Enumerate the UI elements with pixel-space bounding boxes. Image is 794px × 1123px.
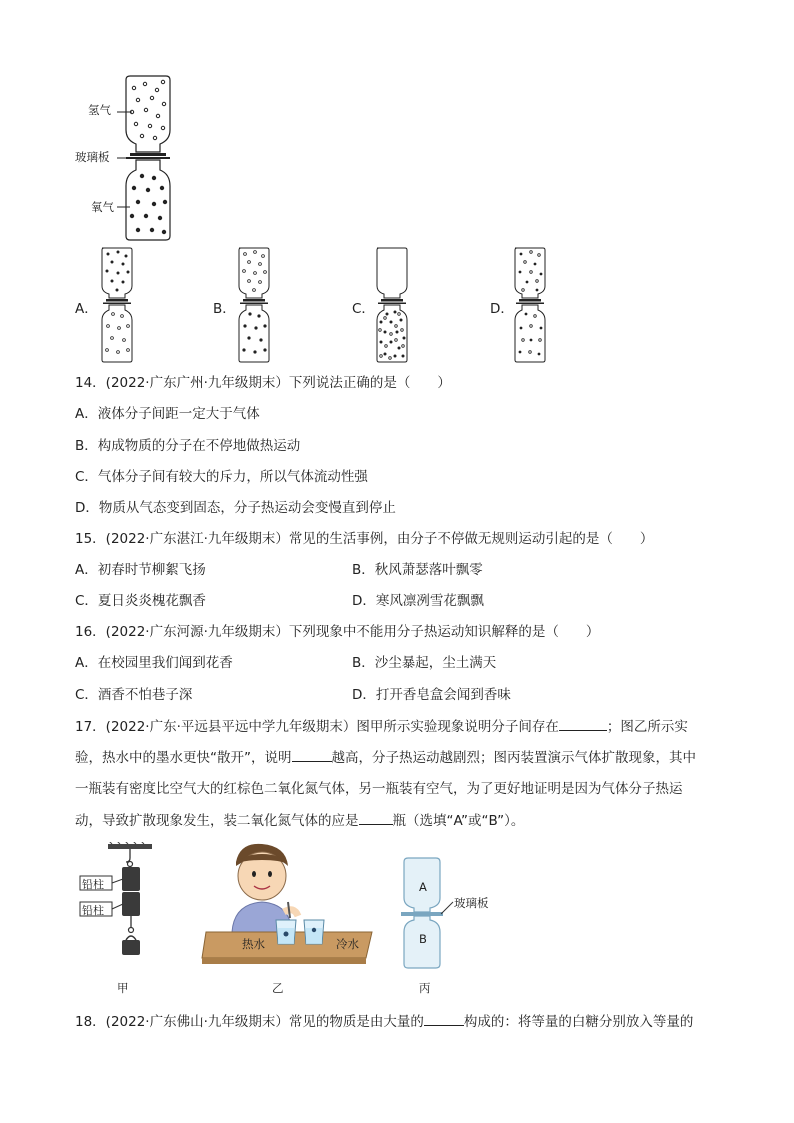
glass-plate-label-bing: 玻璃板 — [454, 896, 489, 910]
option-a-bottles — [98, 246, 138, 364]
option-c-bottles — [373, 246, 413, 364]
lead-cylinder-label-bottom: 铅柱 — [82, 904, 104, 917]
q17-text-2a: 验，热水中的墨水更快“散开”，说明 — [75, 750, 292, 766]
q17-blank-2[interactable] — [292, 747, 332, 762]
lead-cylinder-label-top: 铅柱 — [82, 878, 104, 891]
q16-option-c: C．酒香不怕巷子深 — [75, 687, 193, 703]
q17-line-4 — [75, 810, 524, 831]
option-d-bottles — [511, 246, 551, 364]
q17-blank-3[interactable] — [359, 810, 393, 825]
q17-text-2b: 越高，分子热运动越剧烈；图丙装置演示气体扩散现象，其中 — [331, 750, 696, 766]
bottle-b-label: B — [419, 932, 427, 946]
q16-stem: 16．(2022·广东河源·九年级期末）下列现象中不能用分子热运动知识解释的是（ ） — [75, 624, 600, 640]
q17-line-3: 一瓶装有密度比空气大的红棕色二氧化氮气体，另一瓶装有空气，为了更好地证明是因为气体分子热运 — [75, 781, 683, 797]
q17-blank-1[interactable] — [559, 716, 607, 731]
hot-water-label: 热水 — [242, 937, 265, 951]
bottle-a-label: A — [419, 880, 427, 894]
q17-text-4a: 动，导致扩散现象发生，装二氧化氮气体的应是 — [75, 813, 359, 829]
q17-text-1b: ；图乙所示实 — [606, 719, 688, 735]
q17-text-4b: 瓶（选填“A”或“B”）。 — [392, 813, 525, 829]
cold-water-label: 冷水 — [336, 937, 359, 951]
q18-text-1b: 构成的：将等量的白糖分别放入等量的 — [463, 1014, 694, 1030]
q14-stem: 14．(2022·广东广州·九年级期末）下列说法正确的是（ ） — [75, 375, 451, 391]
q14-option-d: D．物质从气态变到固态，分子热运动会变慢直到停止 — [75, 500, 396, 516]
q14-option-a: A．液体分子间距一定大于气体 — [75, 406, 260, 422]
q15-stem: 15．(2022·广东湛江·九年级期末）常见的生活事例，由分子不停做无规则运动引起的是（ ） — [75, 531, 654, 547]
option-c-letter: C． — [352, 301, 375, 317]
q15-option-c: C．夏日炎炎槐花飘香 — [75, 593, 206, 609]
q14-option-c: C．气体分子间有较大的斥力，所以气体流动性强 — [75, 469, 368, 485]
q18-blank-1[interactable] — [424, 1011, 464, 1026]
glass-plate-label: 玻璃板 — [75, 150, 110, 164]
oxygen-label: 氧气 — [91, 200, 114, 214]
q16-option-b: B．沙尘暴起，尘土满天 — [352, 655, 497, 671]
q15-option-d: D．寒风凛冽雪花飘飘 — [352, 593, 484, 609]
option-b-letter: B． — [213, 301, 236, 317]
glass-plate-leader — [440, 898, 454, 918]
diffusion-bottles — [398, 854, 446, 972]
hydrogen-label: 氢气 — [88, 103, 111, 117]
caption-bing: 丙 — [419, 981, 431, 995]
option-d-letter: D． — [490, 301, 514, 317]
q15-option-a: A．初春时节柳絮飞扬 — [75, 562, 206, 578]
q14-option-b: B．构成物质的分子在不停地做热运动 — [75, 438, 301, 454]
caption-yi: 乙 — [272, 981, 284, 995]
q17-line-2 — [75, 747, 696, 768]
q15-option-b: B．秋风萧瑟落叶飘零 — [352, 562, 483, 578]
q18-text-1a: 18．(2022·广东佛山·九年级期末）常见的物质是由大量的 — [75, 1014, 424, 1030]
q16-option-a: A．在校园里我们闻到花香 — [75, 655, 233, 671]
q17-text-1a: 17．(2022·广东·平远县平远中学九年级期末）图甲所示实验现象说明分子间存在 — [75, 719, 559, 735]
q18-line-1 — [75, 1011, 693, 1032]
option-b-bottles — [235, 246, 275, 364]
q17-line-1 — [75, 716, 688, 737]
option-a-letter: A． — [75, 301, 98, 317]
q16-option-d: D．打开香皂盒会闻到香味 — [352, 687, 511, 703]
caption-jia: 甲 — [117, 981, 129, 995]
